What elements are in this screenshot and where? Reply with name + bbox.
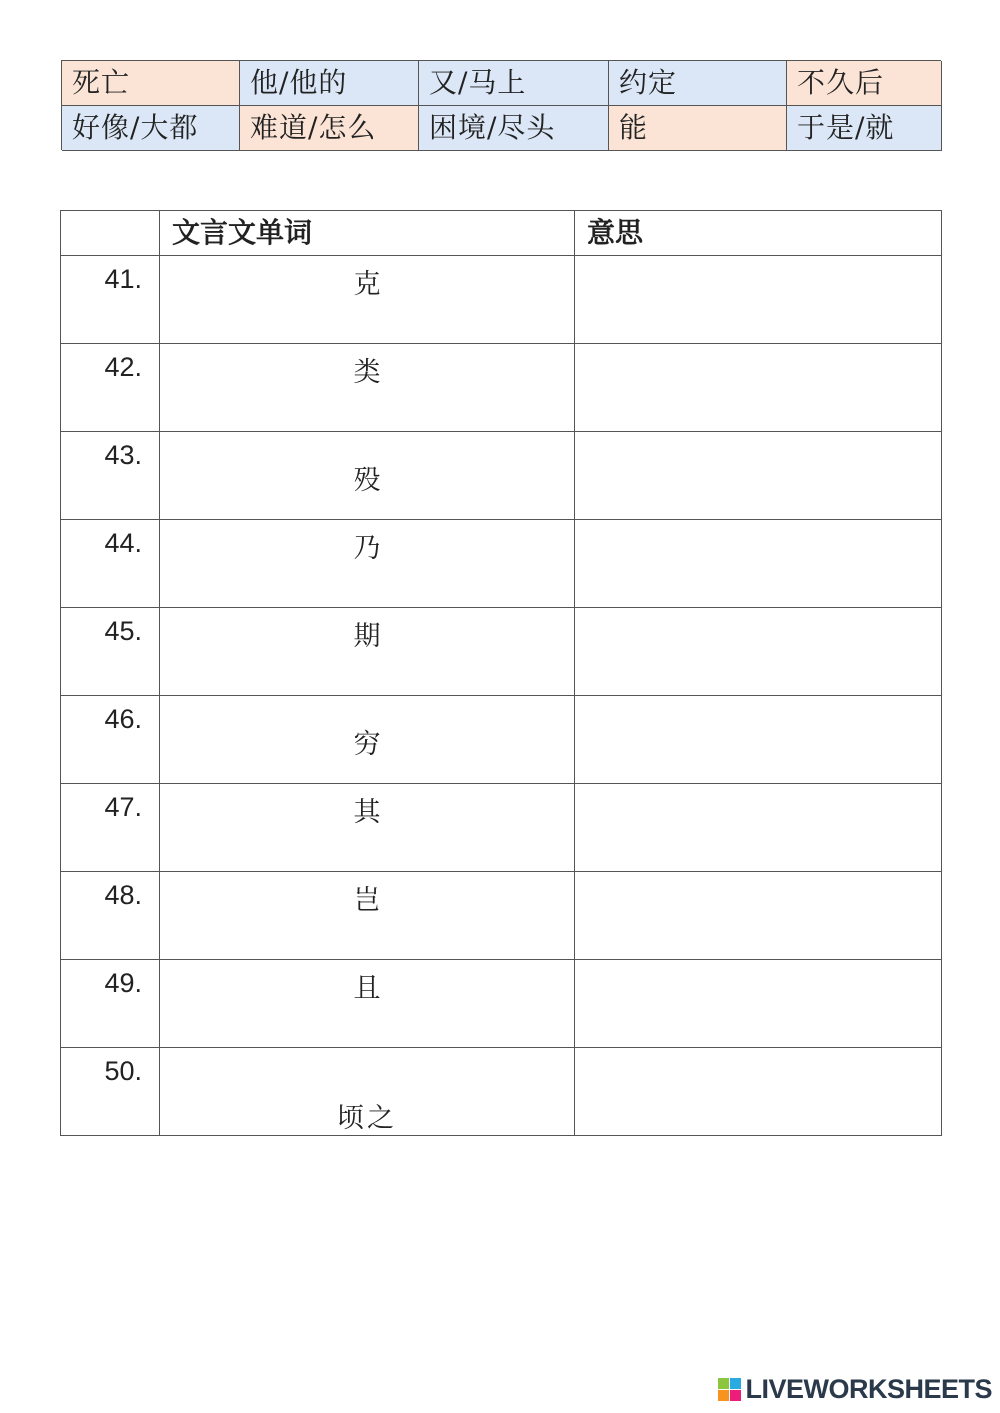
classical-word: 克 bbox=[353, 269, 381, 300]
row-number: 49. bbox=[61, 960, 160, 1048]
classical-word: 且 bbox=[353, 973, 381, 1004]
classical-word-cell bbox=[160, 784, 575, 872]
classical-word: 乃 bbox=[353, 533, 381, 564]
classical-word-cell bbox=[160, 256, 575, 344]
classical-word-cell bbox=[160, 344, 575, 432]
meaning-drop-zone[interactable] bbox=[575, 520, 942, 608]
row-number: 42. bbox=[61, 344, 160, 432]
meaning-drop-zone[interactable] bbox=[575, 784, 942, 872]
row-number: 46. bbox=[61, 696, 160, 784]
meaning-drop-zone[interactable] bbox=[575, 432, 942, 520]
table-row bbox=[61, 256, 942, 344]
word-bank-option[interactable]: 能 bbox=[609, 106, 787, 151]
vocabulary-table bbox=[60, 210, 942, 1136]
header-meaning: 意思 bbox=[575, 211, 942, 256]
logo-square-icon bbox=[730, 1390, 741, 1401]
logo-text: LIVEWORKSHEETS bbox=[745, 1374, 992, 1404]
header-number bbox=[61, 211, 160, 256]
table-header-row bbox=[61, 211, 942, 256]
word-bank-option[interactable]: 不久后 bbox=[787, 61, 942, 106]
word-bank-option[interactable]: 他/他的 bbox=[240, 61, 419, 106]
word-bank-option[interactable]: 于是/就 bbox=[787, 106, 942, 151]
table-row bbox=[61, 696, 942, 784]
word-bank-option[interactable]: 难道/怎么 bbox=[240, 106, 419, 151]
row-number: 47. bbox=[61, 784, 160, 872]
table-row bbox=[61, 432, 942, 520]
logo-square-icon bbox=[730, 1378, 741, 1389]
classical-word: 类 bbox=[353, 357, 381, 388]
table-row bbox=[61, 1048, 942, 1136]
classical-word-cell bbox=[160, 432, 575, 520]
classical-word-cell bbox=[160, 696, 575, 784]
logo-square-icon bbox=[718, 1390, 729, 1401]
table-row bbox=[61, 344, 942, 432]
header-word: 文言文单词 bbox=[160, 211, 575, 256]
row-number: 50. bbox=[61, 1048, 160, 1136]
word-bank-option[interactable]: 约定 bbox=[609, 61, 787, 106]
word-bank-option[interactable]: 困境/尽头 bbox=[419, 106, 609, 151]
row-number: 45. bbox=[61, 608, 160, 696]
row-number: 44. bbox=[61, 520, 160, 608]
classical-word: 其 bbox=[353, 797, 381, 828]
row-number: 48. bbox=[61, 872, 160, 960]
table-row bbox=[61, 608, 942, 696]
classical-word-cell bbox=[160, 960, 575, 1048]
word-bank bbox=[61, 60, 941, 150]
table-row bbox=[61, 520, 942, 608]
meaning-drop-zone[interactable] bbox=[575, 344, 942, 432]
word-bank-option[interactable]: 死亡 bbox=[62, 61, 240, 106]
row-number: 43. bbox=[61, 432, 160, 520]
word-bank-option[interactable]: 又/马上 bbox=[419, 61, 609, 106]
word-bank-option[interactable]: 好像/大都 bbox=[62, 106, 240, 151]
meaning-drop-zone[interactable] bbox=[575, 872, 942, 960]
classical-word-cell bbox=[160, 608, 575, 696]
classical-word: 期 bbox=[353, 621, 381, 652]
meaning-drop-zone[interactable] bbox=[575, 1048, 942, 1136]
meaning-drop-zone[interactable] bbox=[575, 696, 942, 784]
classical-word-cell bbox=[160, 872, 575, 960]
classical-word: 殁 bbox=[353, 465, 381, 496]
classical-word: 岂 bbox=[353, 885, 381, 916]
classical-word: 穷 bbox=[353, 729, 381, 760]
row-number: 41. bbox=[61, 256, 160, 344]
table-row bbox=[61, 784, 942, 872]
meaning-drop-zone[interactable] bbox=[575, 960, 942, 1048]
classical-word-cell bbox=[160, 1048, 575, 1136]
table-row bbox=[61, 872, 942, 960]
classical-word-cell bbox=[160, 520, 575, 608]
liveworksheets-logo bbox=[718, 1374, 992, 1405]
classical-word: 顷之 bbox=[337, 1103, 397, 1134]
liveworksheets-logo-icon bbox=[718, 1378, 742, 1402]
table-row bbox=[61, 960, 942, 1048]
meaning-drop-zone[interactable] bbox=[575, 608, 942, 696]
logo-square-icon bbox=[718, 1378, 729, 1389]
meaning-drop-zone[interactable] bbox=[575, 256, 942, 344]
